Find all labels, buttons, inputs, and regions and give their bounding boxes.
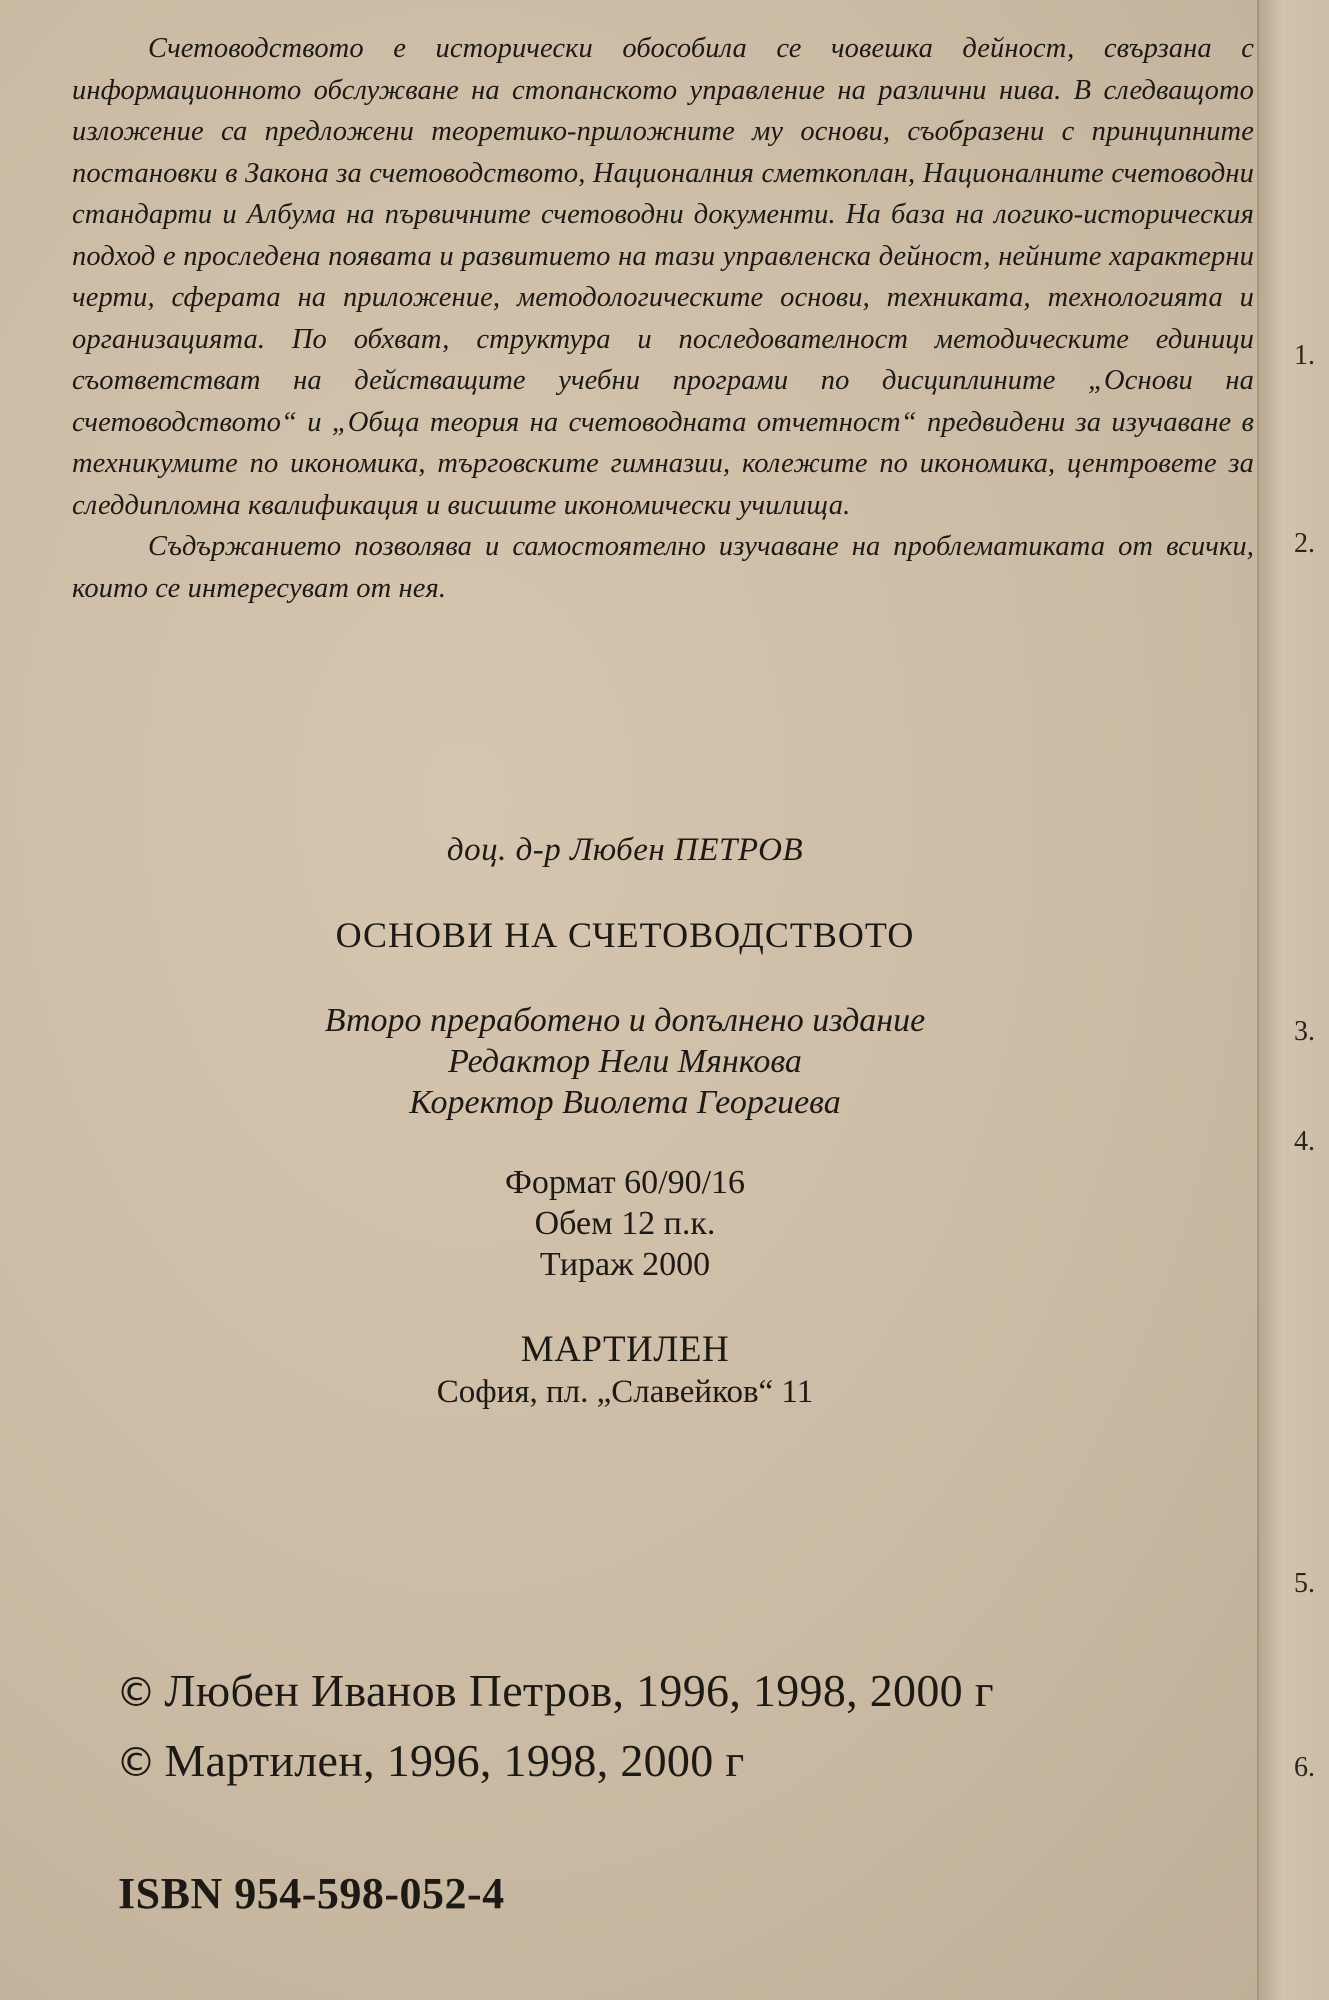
copyright-publisher [116, 1734, 745, 1787]
book-title: ОСНОВИ НА СЧЕТОВОДСТВОТО [335, 915, 915, 955]
publisher-name: МАРТИЛЕН [520, 1329, 730, 1370]
margin-number: 4. [1294, 1126, 1315, 1157]
next-page-edge [1257, 0, 1329, 2000]
intro-text [72, 28, 1254, 609]
copyright-author [116, 1664, 994, 1717]
copyright-publisher-text: Мартилен, 1996, 1998, 2000 г [164, 1735, 745, 1786]
copyright-icon: © [116, 1670, 157, 1716]
edition-line: Второ преработено и допълнено издание [324, 1002, 926, 1039]
intro-paragraph-1: Счетоводството е исторически обособила се човешка дейност, свързана с информационното обслужване на стопанското управление на различни нива. В следващото изложение са предложени теоретико-приложните му основи, съобразени с принципните постановки в Закона за счетоводството, Националния сметкоплан, Националните счетоводни стандарти и Албума на първичните счетоводни документи. На база на логико-историческия подход е проследена появата и развитието на тази управленска дейност, нейните характерни черти, сферата на приложение, методологическите основи, техниката, технологията и организацията. По обхват, структура и последователност методическите единици съответстват на действащите учебни програми по дисциплините „Основи на счетоводството“ и „Обща теория на счетоводната отчетност“ предвидени за изучаване в техникумите по икономика, търговските гимназии, колежите по икономика, центровете за следдипломна квалификация и висшите икономически училища. [72, 33, 1254, 521]
print-run-line: Тираж 2000 [539, 1246, 711, 1283]
copyright-author-text: Любен Иванов Петров, 1996, 1998, 2000 г [164, 1665, 994, 1716]
editor-line: Редактор Нели Мянкова [448, 1043, 802, 1080]
print-specs [0, 1162, 1250, 1285]
copyright-icon: © [116, 1740, 157, 1786]
isbn: ISBN 954-598-052-4 [118, 1869, 505, 1918]
margin-number: 6. [1294, 1752, 1315, 1783]
margin-number: 1. [1294, 340, 1315, 371]
volume-line: Обем 12 п.к. [534, 1205, 716, 1242]
intro-paragraph-2: Съдържанието позволява и самостоятелно изучаване на проблематиката от всички, които се интересуват от нея. [72, 531, 1254, 604]
margin-number: 2. [1294, 528, 1315, 559]
author-line: доц. д-р Любен ПЕТРОВ [446, 832, 804, 868]
margin-number: 3. [1294, 1016, 1315, 1047]
proofreader-line: Коректор Виолета Георгиева [409, 1084, 841, 1121]
margin-number: 5. [1294, 1568, 1315, 1599]
format-line: Формат 60/90/16 [504, 1164, 746, 1201]
publisher-address: София, пл. „Славейков“ 11 [436, 1374, 814, 1410]
edition-block [0, 1000, 1250, 1123]
